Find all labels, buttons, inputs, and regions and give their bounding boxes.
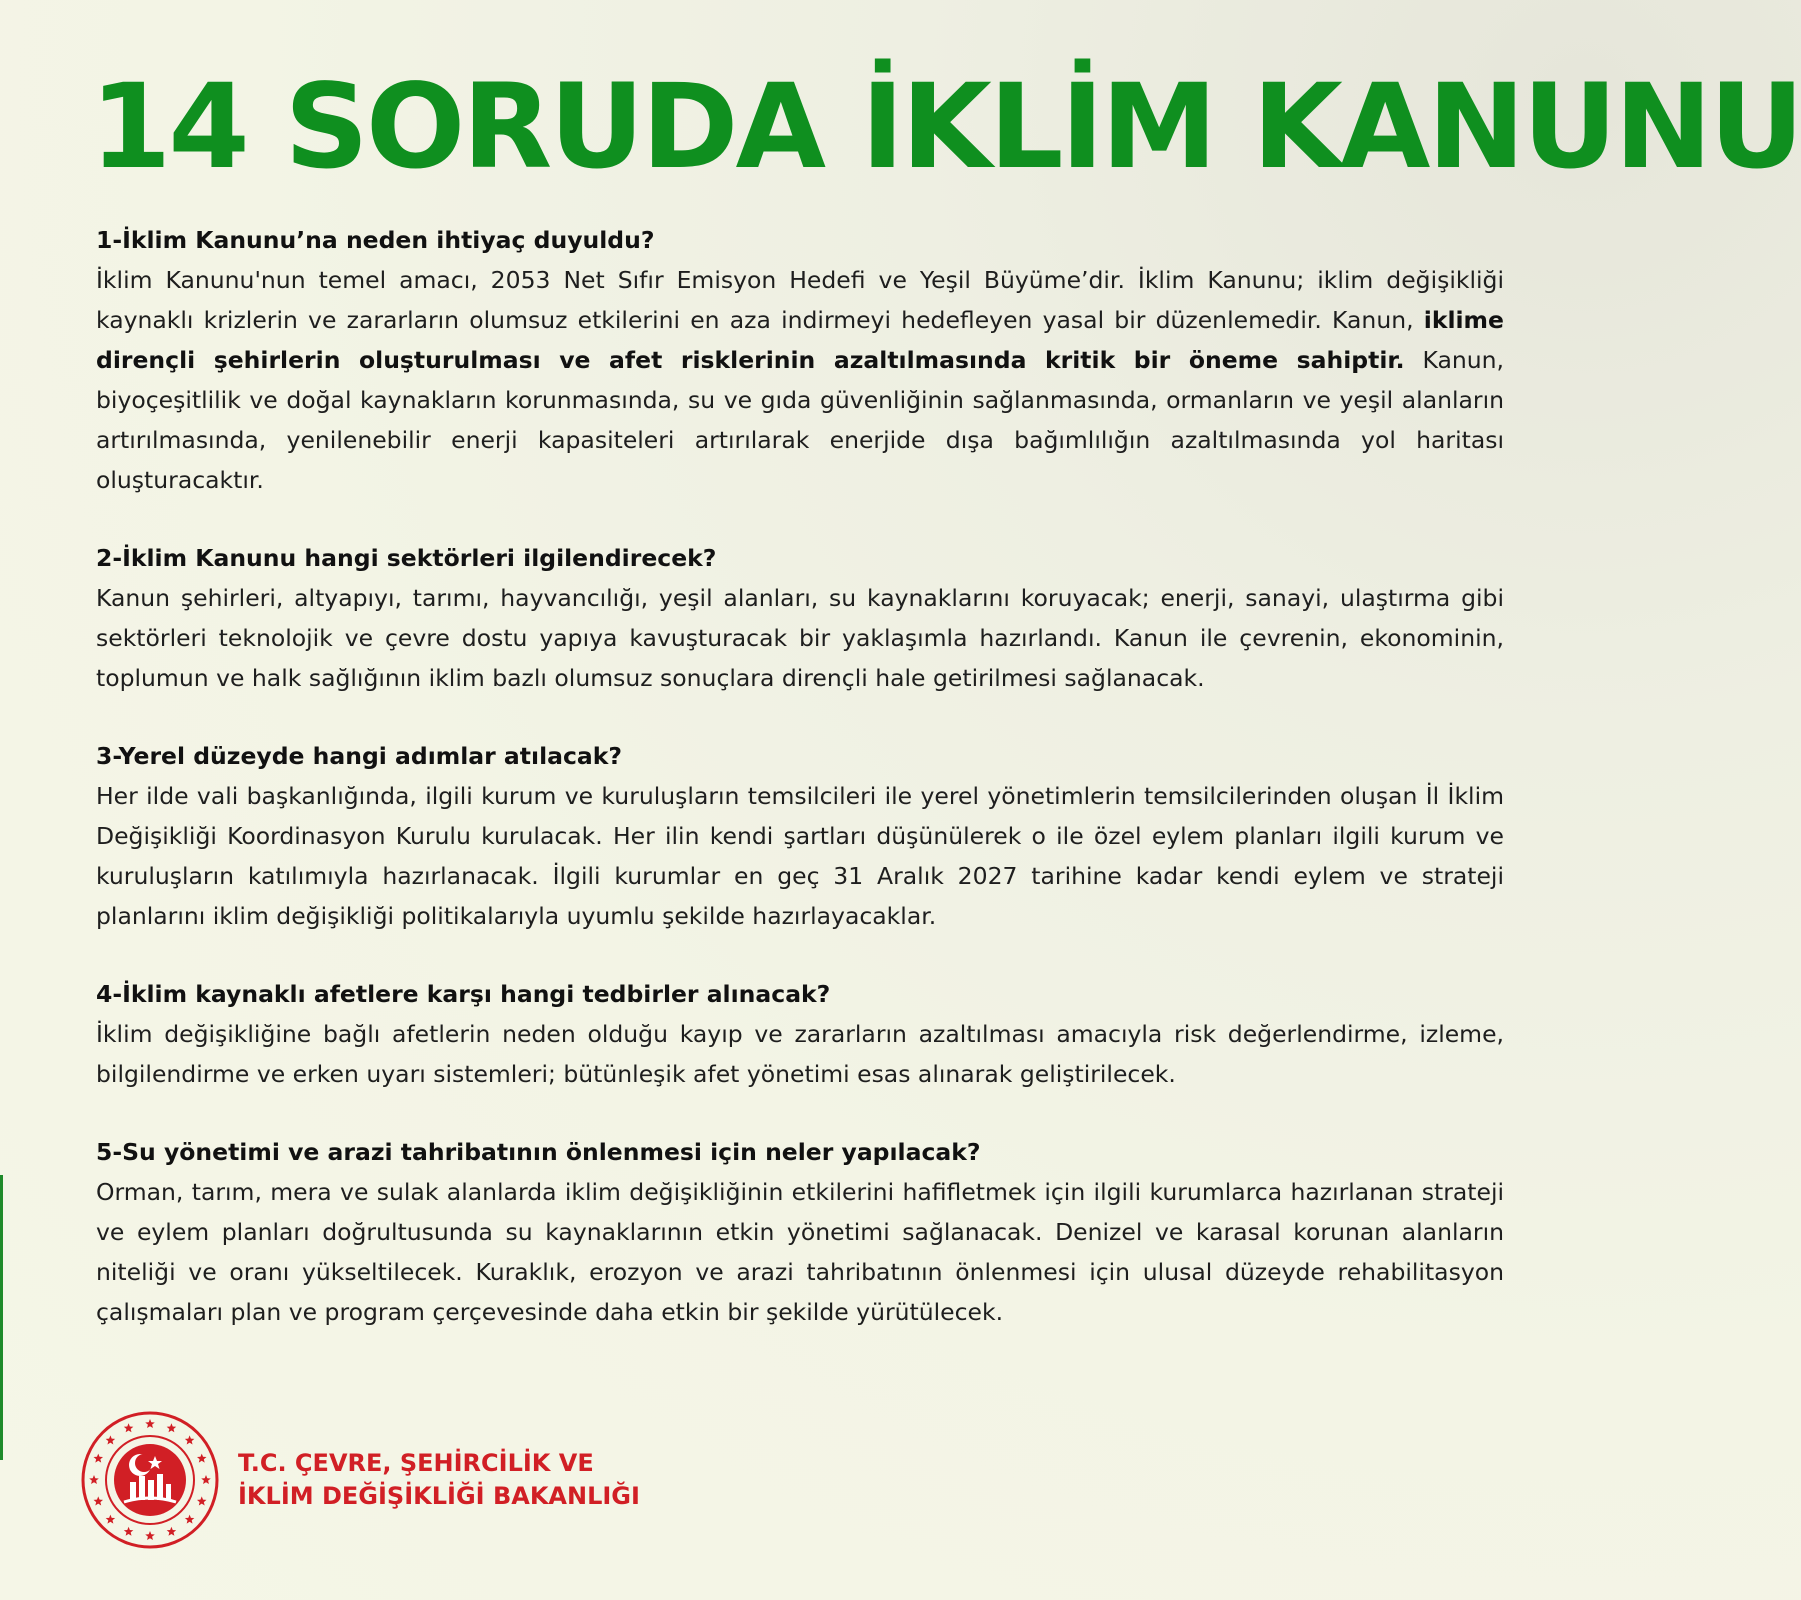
emblem-star [167,1423,177,1432]
qa-item-5 [96,1132,1504,1332]
qa-content [96,220,1504,1370]
qa-item-1 [96,220,1504,500]
ministry-emblem-icon [80,1410,220,1550]
answer-1 [96,260,1504,500]
answer-1-part-1: İklim Kanunu'nun temel amacı, 2053 Net Sıfır Emisyon Hedefi ve Yeşil Büyüme’dir. İklim Kanunu; iklim değişikliği kaynaklı krizlerin ve zararların olumsuz etkilerini en aza indirmeyi hedefleyen yasal bir düzenlemedir. Kanun, [96,266,1504,334]
question-2: 2-İklim Kanunu hangi sektörleri ilgilendirecek? [96,544,717,572]
emblem-star [185,1435,195,1444]
emblem-star [145,1531,155,1540]
emblem-star [197,1454,207,1463]
emblem-star [94,1454,104,1463]
emblem-star [106,1435,116,1444]
answer-1-part-3: Kanun, biyoçeşitlilik ve doğal kaynakların korunmasında, su ve gıda güvenliğinin sağlanmasında, ormanların ve yeşil alanların artırılmasında, yenilenebilir enerji kapasiteleri artırılarak enerjide dışa bağımlılığın azaltılmasında yol haritası oluşturacaktır. [96,346,1504,494]
ministry-name-line-2: İKLİM DEĞİŞİKLİĞİ BAKANLIĞI [238,1482,640,1510]
qa-item-3 [96,736,1504,936]
answer-2: Kanun şehirleri, altyapıyı, tarımı, hayvancılığı, yeşil alanları, su kaynaklarını koruyacak; enerji, sanayi, ulaştırma gibi sektörleri teknolojik ve çevre dostu yapıya kavuşturacak bir yaklaşımla hazırlandı. Kanun ile çevrenin, ekonominin, toplumun ve halk sağlığının iklim bazlı olumsuz sonuçlara dirençli hale getirilmesi sağlanacak. [96,584,1504,692]
question-3: 3-Yerel düzeyde hangi adımlar atılacak? [96,742,623,770]
answer-4: İklim değişikliğine bağlı afetlerin neden olduğu kayıp ve zararların azaltılması amacıyla risk değerlendirme, izleme, bilgilendirme ve erken uyarı sistemleri; bütünleşik afet yönetimi esas alınarak geliştirilecek. [96,1020,1504,1088]
question-5: 5-Su yönetimi ve arazi tahribatının önlenmesi için neler yapılacak? [96,1138,981,1166]
page-title: 14 SORUDA İKLİM KANUNU [90,58,1801,195]
emblem-star [185,1515,195,1524]
answer-1-emphasis: iklime dirençli şehirlerin oluşturulması ve afet risklerinin azaltılmasında kritik bir öneme sahiptir. [96,306,1504,374]
emblem-star [201,1475,211,1484]
question-1: 1-İklim Kanunu’na neden ihtiyaç duyuldu? [96,226,655,254]
answer-3: Her ilde vali başkanlığında, ilgili kurum ve kuruluşların temsilcileri ile yerel yönetimlerin temsilcilerinden oluşan İl İklim Değişikliği Koordinasyon Kurulu kurulacak. Her ilin kendi şartları düşünülerek o ile özel eylem planları ilgili kurum ve kuruluşların katılımıyla hazırlanacak. İlgili kurumlar en geç 31 Aralık 2027 tarihine kadar kendi eylem ve strateji planlarını iklim değişikliği politikalarıyla uyumlu şekilde hazırlayacaklar. [96,782,1504,930]
ministry-name-line-1: T.C. ÇEVRE, ŞEHİRCİLİK VE [238,1449,594,1477]
ministry-name [238,1447,640,1513]
emblem-star [124,1423,134,1432]
emblem-star [124,1527,134,1536]
emblem-star [106,1515,116,1524]
emblem-star [167,1527,177,1536]
emblem-star [145,1419,155,1428]
question-4: 4-İklim kaynaklı afetlere karşı hangi tedbirler alınacak? [96,980,831,1008]
qa-item-2 [96,538,1504,698]
emblem-star [197,1496,207,1505]
ministry-footer [80,1410,700,1550]
answer-5: Orman, tarım, mera ve sulak alanlarda iklim değişikliğinin etkilerini hafifletmek için ilgili kurumlarca hazırlanan strateji ve eylem planları doğrultusunda su kaynaklarının etkin yönetimi sağlanacak. Denizel ve karasal korunan alanların niteliği ve oranı yükseltilecek. Kuraklık, erozyon ve arazi tahribatının önlenmesi için ulusal düzeyde rehabilitasyon çalışmaları plan ve program çerçevesinde daha etkin bir şekilde yürütülecek. [96,1178,1504,1326]
qa-item-4 [96,974,1504,1094]
emblem-star [89,1475,99,1484]
left-edge-accent [0,1175,3,1460]
emblem-star [94,1496,104,1505]
